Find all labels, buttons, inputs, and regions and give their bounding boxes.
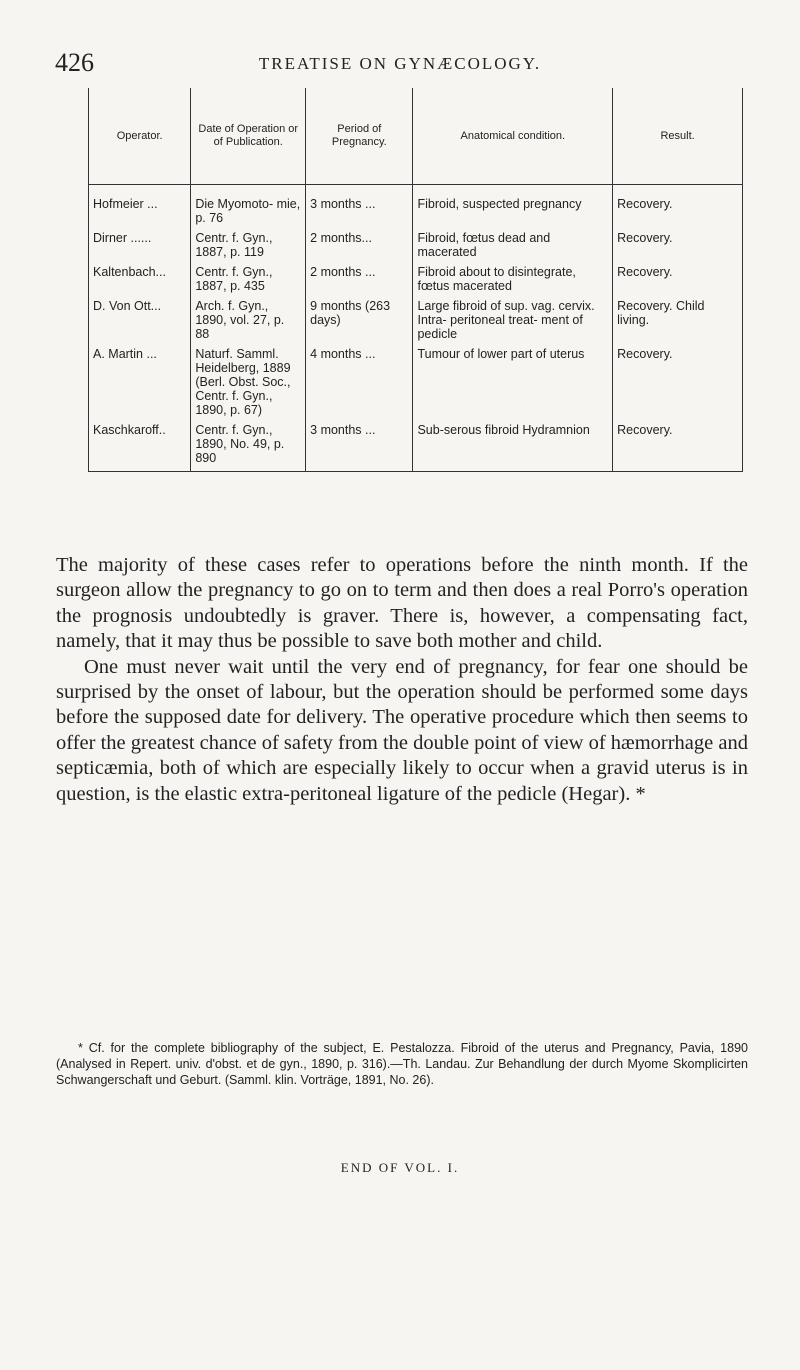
cell-period: 2 months... — [306, 231, 413, 265]
cell-operator: Kaltenbach... — [89, 265, 191, 299]
cell-result: Recovery. — [613, 231, 743, 265]
cell-period: 3 months ... — [306, 185, 413, 232]
header-operator: Operator. — [89, 88, 191, 185]
cell-condition: Sub-serous fibroid Hydramnion — [413, 423, 613, 472]
end-of-volume: END OF VOL. I. — [340, 1160, 460, 1175]
cell-condition: Large fibroid of sup. vag. cervix. Intra- peritoneal treat- ment of pedicle — [413, 299, 613, 347]
cell-date: Die Myomoto- mie, p. 76 — [191, 185, 306, 232]
cell-condition: Fibroid, suspected pregnancy — [413, 185, 613, 232]
cell-period: 3 months ... — [306, 423, 413, 472]
table-row — [89, 231, 743, 265]
table-row — [89, 347, 743, 423]
cell-result: Recovery. — [613, 347, 743, 423]
cell-result: Recovery. — [613, 423, 743, 472]
page-number: 426 — [55, 48, 94, 77]
header-period: Period of Pregnancy. — [306, 88, 413, 185]
table-header-row — [89, 88, 743, 185]
cell-date: Arch. f. Gyn., 1890, vol. 27, p. 88 — [191, 299, 306, 347]
cell-operator: Kaschkaroff.. — [89, 423, 191, 472]
cell-condition: Tumour of lower part of uterus — [413, 347, 613, 423]
table-row — [89, 185, 743, 232]
header-anatomical-condition: Anatomical condition. — [413, 88, 613, 185]
table-row — [89, 265, 743, 299]
cell-date: Centr. f. Gyn., 1890, No. 49, p. 890 — [191, 423, 306, 472]
table-row — [89, 423, 743, 472]
header-result: Result. — [613, 88, 743, 185]
cell-operator: D. Von Ott... — [89, 299, 191, 347]
table-row — [89, 299, 743, 347]
cell-result: Recovery. — [613, 185, 743, 232]
cell-result: Recovery. Child living. — [613, 299, 743, 347]
cell-date: Naturf. Samml. Heidelberg, 1889 (Berl. Obst. Soc., Centr. f. Gyn., 1890, p. 67) — [191, 347, 306, 423]
cell-operator: Dirner ...... — [89, 231, 191, 265]
header-date: Date of Operation or of Publication. — [191, 88, 306, 185]
cell-date: Centr. f. Gyn., 1887, p. 435 — [191, 265, 306, 299]
footnote: * Cf. for the complete bibliography of the subject, E. Pestalozza. Fibroid of the uterus and Pregnancy, Pavia, 1890 (Analysed in Repert. univ. d'obst. et de gyn., 1890, p. 316).—Th. Landau. Zur Behandlung der durch Myome Skomplicirten Schwangerschaft und Geburt. (Samml. klin. Vorträge, 1891, No. 26). — [56, 1041, 748, 1087]
cell-operator: Hofmeier ... — [89, 185, 191, 232]
cell-period: 2 months ... — [306, 265, 413, 299]
cell-date: Centr. f. Gyn., 1887, p. 119 — [191, 231, 306, 265]
cell-condition: Fibroid, fœtus dead and macerated — [413, 231, 613, 265]
cell-condition: Fibroid about to disintegrate, fœtus macerated — [413, 265, 613, 299]
running-head: TREATISE ON GYNÆCOLOGY. — [258, 54, 542, 73]
cell-period: 4 months ... — [306, 347, 413, 423]
cell-period: 9 months (263 days) — [306, 299, 413, 347]
paragraph: One must never wait until the very end of pregnancy, for fear one should be surprised by the onset of labour, but the operation should be performed some days before the supposed date for delivery. The operative procedure which then seems to offer the greatest chance of safety from the double point of view of hæmorrhage and septicæmia, both of which are especially likely to occur when a gravid uterus is in question, is the elastic extra-peritoneal ligature of the pedicle (Hegar). * — [56, 655, 748, 805]
paragraph: The majority of these cases refer to operations before the ninth month. If the surgeon allow the pregnancy to go on to term and then does a real Porro's operation the prognosis undoubtedly is graver. There is, however, a compensating fact, namely, that it may thus be possible to save both mother and child. — [56, 554, 748, 653]
body-text — [56, 553, 748, 807]
cell-operator: A. Martin ... — [89, 347, 191, 423]
cell-result: Recovery. — [613, 265, 743, 299]
cases-table — [88, 88, 743, 472]
